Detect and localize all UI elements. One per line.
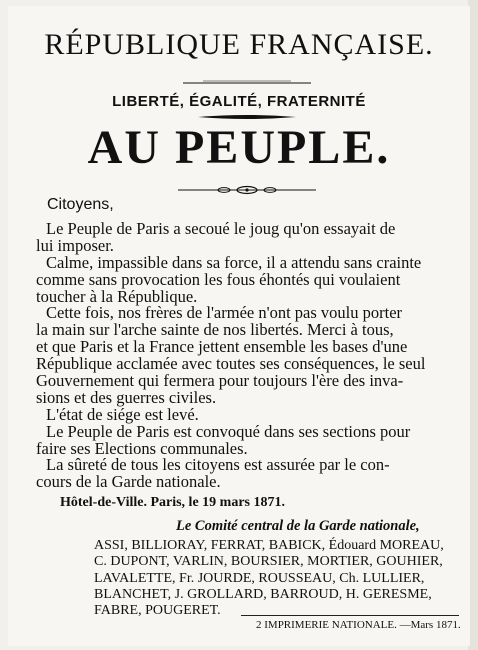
body-line: République acclamée avec toutes ses conséquences, le seul (36, 354, 426, 374)
body-line: Gouvernement qui fermera pour toujours l'ère des inva- (36, 371, 404, 391)
location-date: Hôtel-de-Ville. Paris, le 19 mars 1871. (60, 495, 285, 510)
motto: LIBERTÉ, ÉGALITÉ, FRATERNITÉ (112, 93, 366, 110)
body-line: La sûreté de tous les citoyens est assurée par le con- (46, 455, 390, 475)
signatories-list (94, 538, 474, 619)
body-line: la main sur l'arche sainte de nos libertés. Merci à tous, (36, 320, 394, 340)
heading: AU PEUPLE. (87, 121, 391, 174)
proclamation-body (36, 221, 466, 491)
committee-signature: Le Comité central de la Garde nationale, (176, 518, 420, 534)
document-title: RÉPUBLIQUE FRANÇAISE. (44, 28, 434, 61)
signatories-line: FABRE, POUGERET. (94, 603, 221, 619)
body-line: cours de la Garde nationale. (36, 472, 221, 492)
signatories-line: ASSI, BILLIORAY, FERRAT, BABICK, Édouard MOREAU, (94, 538, 444, 553)
printer-imprint: 2 IMPRIMERIE NATIONALE. —Mars 1871. (256, 619, 461, 631)
salutation: Citoyens, (47, 196, 114, 213)
body-line: lui imposer. (36, 235, 114, 255)
body-line: comme sans provocation les fous éhontés qui voulaient (36, 269, 401, 289)
body-line: Le Peuple de Paris a secoué le joug qu'on essayait de (46, 219, 396, 238)
signatories-line: BLANCHET, J. GROLLARD, BARROUD, H. GERESME, (94, 586, 432, 602)
body-line: faire ses Elections communales. (36, 438, 248, 458)
ornamental-rule-icon (183, 78, 311, 88)
body-line: Cette fois, nos frères de l'armée n'ont pas voulu porter (46, 303, 403, 323)
body-line: toucher à la République. (36, 286, 198, 306)
body-line: et que Paris et la France jettent ensemble les bases d'une (36, 337, 408, 357)
body-line: Calme, impassible dans sa force, il a attendu sans crainte (46, 252, 422, 272)
signatories-line: C. DUPONT, VARLIN, BOURSIER, MORTIER, GOUHIER, (94, 554, 443, 570)
body-line: Le Peuple de Paris est convoqué dans ses sections pour (46, 421, 411, 441)
signatories-line: LAVALETTE, Fr. JOURDE, ROUSSEAU, Ch. LULLIER, (94, 570, 425, 586)
flourish-divider-icon (178, 184, 316, 196)
proclamation-sheet (8, 6, 470, 646)
body-line: L'état de siége est levé. (46, 404, 199, 424)
body-line: sions et des guerres civiles. (36, 387, 217, 407)
footer-divider (241, 615, 459, 616)
